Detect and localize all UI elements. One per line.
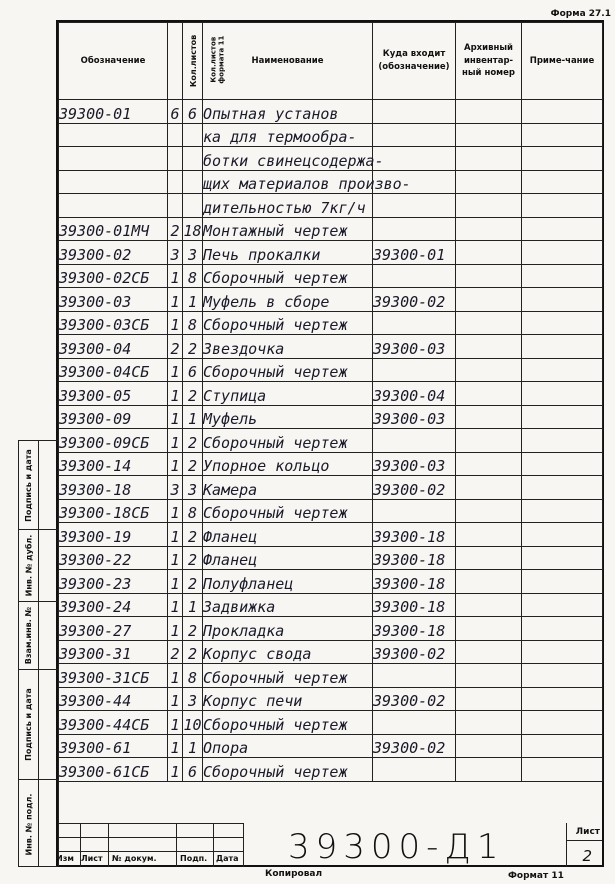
cell-primechanie <box>522 100 603 124</box>
cell-arkhivny-nomer <box>456 264 522 288</box>
cell-oboznachenie: 39300-02СБ <box>59 264 168 288</box>
cell-kol-listov-f11: 18 <box>183 217 203 241</box>
cell-naimenovanie: Опора <box>203 734 373 758</box>
cell-kol-listov: 1 <box>168 264 183 288</box>
cell-naimenovanie: Камера <box>203 476 373 500</box>
cell-arkhivny-nomer <box>456 476 522 500</box>
cell-arkhivny-nomer <box>456 664 522 688</box>
cell-naimenovanie: Сборочный чертеж <box>203 758 373 782</box>
cell-kuda-vkhodit: 39300-18 <box>373 570 456 594</box>
left-stamp-strip <box>18 440 58 867</box>
cell-kol-listov: 1 <box>168 405 183 429</box>
cell-arkhivny-nomer <box>456 311 522 335</box>
cell-primechanie <box>522 593 603 617</box>
cell-kol-listov: 1 <box>168 382 183 406</box>
table-row <box>59 358 603 382</box>
cell-primechanie <box>522 264 603 288</box>
strip-inv-dubl: Инв. № дубл. <box>19 529 38 601</box>
strip-podpis-data-bottom: Подпись и дата <box>19 669 38 779</box>
cell-arkhivny-nomer <box>456 405 522 429</box>
cell-oboznachenie: 39300-44 <box>59 687 168 711</box>
cell-kol-listov: 1 <box>168 429 183 453</box>
cell-kol-listov: 1 <box>168 687 183 711</box>
cell-naimenovanie: Корпус печи <box>203 687 373 711</box>
cell-kol-listov-f11: 8 <box>183 499 203 523</box>
cell-oboznachenie <box>59 194 168 218</box>
table-row <box>59 288 603 312</box>
cell-kuda-vkhodit <box>373 758 456 782</box>
cell-primechanie <box>522 711 603 735</box>
cell-kol-listov-f11: 1 <box>183 593 203 617</box>
cell-kuda-vkhodit: 39300-03 <box>373 335 456 359</box>
cell-naimenovanie: Сборочный чертеж <box>203 264 373 288</box>
cell-kuda-vkhodit <box>373 358 456 382</box>
cell-primechanie <box>522 123 603 147</box>
cell-arkhivny-nomer <box>456 734 522 758</box>
cell-kol-listov-f11: 2 <box>183 429 203 453</box>
cell-kol-listov-f11 <box>183 170 203 194</box>
table-row <box>59 499 603 523</box>
cell-arkhivny-nomer <box>456 758 522 782</box>
cell-oboznachenie: 39300-61 <box>59 734 168 758</box>
header-kuda-vkhodit: Куда входит (обозначение) <box>373 23 456 100</box>
cell-kol-listov: 3 <box>168 476 183 500</box>
cell-kuda-vkhodit: 39300-03 <box>373 452 456 476</box>
strip-vzam-inv: Взам.инв. № <box>19 601 38 669</box>
cell-arkhivny-nomer <box>456 546 522 570</box>
cell-kol-listov-f11: 6 <box>183 358 203 382</box>
cell-naimenovanie: Муфель <box>203 405 373 429</box>
cell-kol-listov-f11: 8 <box>183 311 203 335</box>
cell-naimenovanie: щих материалов произво- <box>203 170 373 194</box>
cell-kol-listov: 1 <box>168 499 183 523</box>
cell-kol-listov-f11: 1 <box>183 734 203 758</box>
cell-naimenovanie: Печь прокалки <box>203 241 373 265</box>
cell-arkhivny-nomer <box>456 711 522 735</box>
cell-kuda-vkhodit <box>373 311 456 335</box>
cell-kol-listov-f11: 2 <box>183 570 203 594</box>
table-row <box>59 335 603 359</box>
header-naimenovanie: Наименование <box>203 23 373 100</box>
table-row <box>59 523 603 547</box>
cell-arkhivny-nomer <box>456 335 522 359</box>
cell-kuda-vkhodit: 39300-04 <box>373 382 456 406</box>
cell-kol-listov-f11: 2 <box>183 546 203 570</box>
cell-arkhivny-nomer <box>456 429 522 453</box>
cell-naimenovanie: Сборочный чертеж <box>203 429 373 453</box>
cell-primechanie <box>522 664 603 688</box>
title-block <box>58 823 602 867</box>
cell-naimenovanie: дительностью 7кг/ч <box>203 194 373 218</box>
table-row <box>59 405 603 429</box>
cell-kol-listov: 1 <box>168 711 183 735</box>
table-row <box>59 311 603 335</box>
tb-list-number: 2 <box>582 847 592 865</box>
cell-kuda-vkhodit: 39300-02 <box>373 687 456 711</box>
cell-naimenovanie: Муфель в сборе <box>203 288 373 312</box>
cell-arkhivny-nomer <box>456 147 522 171</box>
cell-arkhivny-nomer <box>456 617 522 641</box>
cell-oboznachenie <box>59 147 168 171</box>
cell-primechanie <box>522 147 603 171</box>
cell-primechanie <box>522 194 603 218</box>
cell-naimenovanie: Прокладка <box>203 617 373 641</box>
cell-naimenovanie: Звездочка <box>203 335 373 359</box>
cell-primechanie <box>522 170 603 194</box>
cell-oboznachenie: 39300-61СБ <box>59 758 168 782</box>
cell-kol-listov <box>168 170 183 194</box>
cell-naimenovanie: Сборочный чертеж <box>203 499 373 523</box>
cell-kuda-vkhodit <box>373 123 456 147</box>
table-row <box>59 100 603 124</box>
cell-arkhivny-nomer <box>456 687 522 711</box>
cell-kol-listov: 1 <box>168 358 183 382</box>
cell-kol-listov-f11: 2 <box>183 523 203 547</box>
cell-primechanie <box>522 452 603 476</box>
cell-oboznachenie: 39300-27 <box>59 617 168 641</box>
cell-arkhivny-nomer <box>456 523 522 547</box>
tb-n-dokum: № докум. <box>112 854 157 863</box>
cell-kuda-vkhodit: 39300-02 <box>373 288 456 312</box>
cell-oboznachenie: 39300-04 <box>59 335 168 359</box>
table-row <box>59 217 603 241</box>
cell-kol-listov: 1 <box>168 288 183 312</box>
cell-oboznachenie: 39300-22 <box>59 546 168 570</box>
specification-table <box>58 22 603 782</box>
table-row <box>59 194 603 218</box>
cell-naimenovanie: Сборочный чертеж <box>203 358 373 382</box>
cell-oboznachenie: 39300-24 <box>59 593 168 617</box>
tb-list-label: Лист <box>575 827 600 837</box>
cell-kol-listov-f11 <box>183 123 203 147</box>
cell-kol-listov-f11: 2 <box>183 640 203 664</box>
cell-kol-listov: 3 <box>168 241 183 265</box>
tb-izm: Изм <box>56 854 74 863</box>
cell-kol-listov: 2 <box>168 640 183 664</box>
cell-primechanie <box>522 758 603 782</box>
cell-oboznachenie: 39300-09 <box>59 405 168 429</box>
cell-primechanie <box>522 429 603 453</box>
cell-naimenovanie: Задвижка <box>203 593 373 617</box>
cell-arkhivny-nomer <box>456 452 522 476</box>
cell-naimenovanie: ка для термообра- <box>203 123 373 147</box>
cell-oboznachenie: 39300-31СБ <box>59 664 168 688</box>
cell-naimenovanie: Монтажный чертеж <box>203 217 373 241</box>
cell-primechanie <box>522 217 603 241</box>
cell-kol-listov: 6 <box>168 100 183 124</box>
cell-oboznachenie: 39300-02 <box>59 241 168 265</box>
cell-kol-listov: 1 <box>168 664 183 688</box>
cell-kol-listov <box>168 147 183 171</box>
table-row <box>59 546 603 570</box>
forma-label: Форма 27.1 <box>550 9 611 19</box>
cell-arkhivny-nomer <box>456 194 522 218</box>
cell-naimenovanie: Фланец <box>203 523 373 547</box>
cell-kol-listov: 1 <box>168 617 183 641</box>
cell-kuda-vkhodit: 39300-02 <box>373 640 456 664</box>
cell-kol-listov-f11: 2 <box>183 452 203 476</box>
header-kol-listov: Кол.листов <box>168 23 183 100</box>
kopiroval-label: Копировал <box>265 869 323 879</box>
cell-primechanie <box>522 546 603 570</box>
cell-kol-listov <box>168 123 183 147</box>
cell-naimenovanie: Корпус свода <box>203 640 373 664</box>
table-row <box>59 570 603 594</box>
table-row <box>59 593 603 617</box>
header-primechanie: Приме-чание <box>522 23 603 100</box>
cell-kol-listov-f11: 10 <box>183 711 203 735</box>
cell-primechanie <box>522 405 603 429</box>
cell-kol-listov: 1 <box>168 546 183 570</box>
cell-oboznachenie <box>59 170 168 194</box>
cell-oboznachenie: 39300-01 <box>59 100 168 124</box>
cell-kuda-vkhodit: 39300-03 <box>373 405 456 429</box>
strip-podpis-data-top: Подпись и дата <box>24 448 33 522</box>
cell-kol-listov-f11: 8 <box>183 664 203 688</box>
cell-primechanie <box>522 382 603 406</box>
cell-oboznachenie: 39300-04СБ <box>59 358 168 382</box>
cell-oboznachenie: 39300-03СБ <box>59 311 168 335</box>
table-row <box>59 687 603 711</box>
cell-kol-listov-f11: 6 <box>183 100 203 124</box>
tb-data: Дата <box>216 854 239 863</box>
cell-naimenovanie: Сборочный чертеж <box>203 664 373 688</box>
cell-kol-listov-f11: 2 <box>183 382 203 406</box>
table-row <box>59 123 603 147</box>
cell-kol-listov-f11: 2 <box>183 335 203 359</box>
cell-oboznachenie: 39300-09СБ <box>59 429 168 453</box>
cell-kol-listov: 1 <box>168 734 183 758</box>
cell-kuda-vkhodit: 39300-18 <box>373 593 456 617</box>
cell-kol-listov-f11: 2 <box>183 617 203 641</box>
cell-oboznachenie <box>59 123 168 147</box>
cell-naimenovanie: Ступица <box>203 382 373 406</box>
cell-kuda-vkhodit <box>373 100 456 124</box>
table-row <box>59 382 603 406</box>
table-row <box>59 147 603 171</box>
cell-primechanie <box>522 570 603 594</box>
cell-kuda-vkhodit: 39300-18 <box>373 617 456 641</box>
cell-primechanie <box>522 476 603 500</box>
table-row <box>59 264 603 288</box>
table-row <box>59 640 603 664</box>
cell-kuda-vkhodit <box>373 217 456 241</box>
cell-primechanie <box>522 288 603 312</box>
cell-arkhivny-nomer <box>456 499 522 523</box>
cell-naimenovanie: Сборочный чертеж <box>203 311 373 335</box>
cell-arkhivny-nomer <box>456 241 522 265</box>
header-kol-listov-f11: Кол.листов формата 11 <box>183 23 203 100</box>
cell-naimenovanie: Упорное кольцо <box>203 452 373 476</box>
table-row <box>59 758 603 782</box>
cell-kol-listov: 1 <box>168 758 183 782</box>
cell-oboznachenie: 39300-19 <box>59 523 168 547</box>
cell-primechanie <box>522 617 603 641</box>
cell-naimenovanie: Фланец <box>203 546 373 570</box>
table-row <box>59 711 603 735</box>
cell-arkhivny-nomer <box>456 123 522 147</box>
cell-arkhivny-nomer <box>456 593 522 617</box>
cell-oboznachenie: 39300-03 <box>59 288 168 312</box>
cell-arkhivny-nomer <box>456 170 522 194</box>
cell-kol-listov: 1 <box>168 593 183 617</box>
document-code: 39300-Д1 <box>288 827 505 867</box>
cell-arkhivny-nomer <box>456 217 522 241</box>
table-row <box>59 734 603 758</box>
cell-kol-listov-f11: 3 <box>183 476 203 500</box>
cell-kol-listov: 2 <box>168 335 183 359</box>
cell-kol-listov-f11 <box>183 147 203 171</box>
cell-arkhivny-nomer <box>456 640 522 664</box>
cell-kol-listov-f11: 3 <box>183 241 203 265</box>
cell-kol-listov: 1 <box>168 311 183 335</box>
cell-kuda-vkhodit <box>373 147 456 171</box>
cell-kuda-vkhodit <box>373 429 456 453</box>
table-header-row <box>59 23 603 100</box>
cell-arkhivny-nomer <box>456 358 522 382</box>
cell-arkhivny-nomer <box>456 100 522 124</box>
cell-kuda-vkhodit <box>373 664 456 688</box>
cell-kol-listov <box>168 194 183 218</box>
cell-oboznachenie: 39300-14 <box>59 452 168 476</box>
header-oboznachenie: Обозначение <box>59 23 168 100</box>
cell-naimenovanie: Полуфланец <box>203 570 373 594</box>
cell-primechanie <box>522 499 603 523</box>
table-row <box>59 452 603 476</box>
cell-oboznachenie: 39300-18СБ <box>59 499 168 523</box>
cell-kuda-vkhodit: 39300-01 <box>373 241 456 265</box>
cell-kol-listov-f11: 8 <box>183 264 203 288</box>
cell-kuda-vkhodit: 39300-18 <box>373 546 456 570</box>
format-label: Формат 11 <box>508 871 564 881</box>
cell-kol-listov-f11: 3 <box>183 687 203 711</box>
cell-oboznachenie: 39300-18 <box>59 476 168 500</box>
cell-kuda-vkhodit <box>373 711 456 735</box>
cell-kuda-vkhodit: 39300-02 <box>373 476 456 500</box>
cell-oboznachenie: 39300-31 <box>59 640 168 664</box>
cell-oboznachenie: 39300-01МЧ <box>59 217 168 241</box>
table-row <box>59 241 603 265</box>
cell-naimenovanie: ботки свинецсодержа- <box>203 147 373 171</box>
cell-primechanie <box>522 640 603 664</box>
tb-list: Лист <box>81 854 103 863</box>
cell-kuda-vkhodit: 39300-18 <box>373 523 456 547</box>
cell-primechanie <box>522 687 603 711</box>
cell-naimenovanie: Опытная установ <box>203 100 373 124</box>
cell-primechanie <box>522 523 603 547</box>
cell-oboznachenie: 39300-44СБ <box>59 711 168 735</box>
table-row <box>59 664 603 688</box>
cell-arkhivny-nomer <box>456 382 522 406</box>
cell-kuda-vkhodit <box>373 264 456 288</box>
cell-primechanie <box>522 241 603 265</box>
cell-primechanie <box>522 311 603 335</box>
header-arkhivny-nomer: Архивный инвентар-ный номер <box>456 23 522 100</box>
cell-kol-listov: 1 <box>168 523 183 547</box>
cell-kol-listov-f11: 6 <box>183 758 203 782</box>
cell-kol-listov: 2 <box>168 217 183 241</box>
cell-oboznachenie: 39300-05 <box>59 382 168 406</box>
cell-naimenovanie: Сборочный чертеж <box>203 711 373 735</box>
cell-kol-listov-f11 <box>183 194 203 218</box>
cell-kol-listov-f11: 1 <box>183 405 203 429</box>
tb-podp: Подп. <box>180 854 208 863</box>
cell-primechanie <box>522 734 603 758</box>
cell-primechanie <box>522 335 603 359</box>
table-row <box>59 429 603 453</box>
cell-oboznachenie: 39300-23 <box>59 570 168 594</box>
cell-kuda-vkhodit <box>373 194 456 218</box>
cell-kol-listov: 1 <box>168 452 183 476</box>
cell-arkhivny-nomer <box>456 570 522 594</box>
table-row <box>59 170 603 194</box>
table-row <box>59 476 603 500</box>
cell-primechanie <box>522 358 603 382</box>
cell-arkhivny-nomer <box>456 288 522 312</box>
cell-kol-listov-f11: 1 <box>183 288 203 312</box>
cell-kuda-vkhodit <box>373 499 456 523</box>
strip-inv-podl: Инв. № подл. <box>19 779 38 868</box>
cell-kuda-vkhodit: 39300-02 <box>373 734 456 758</box>
table-row <box>59 617 603 641</box>
cell-kol-listov: 1 <box>168 570 183 594</box>
